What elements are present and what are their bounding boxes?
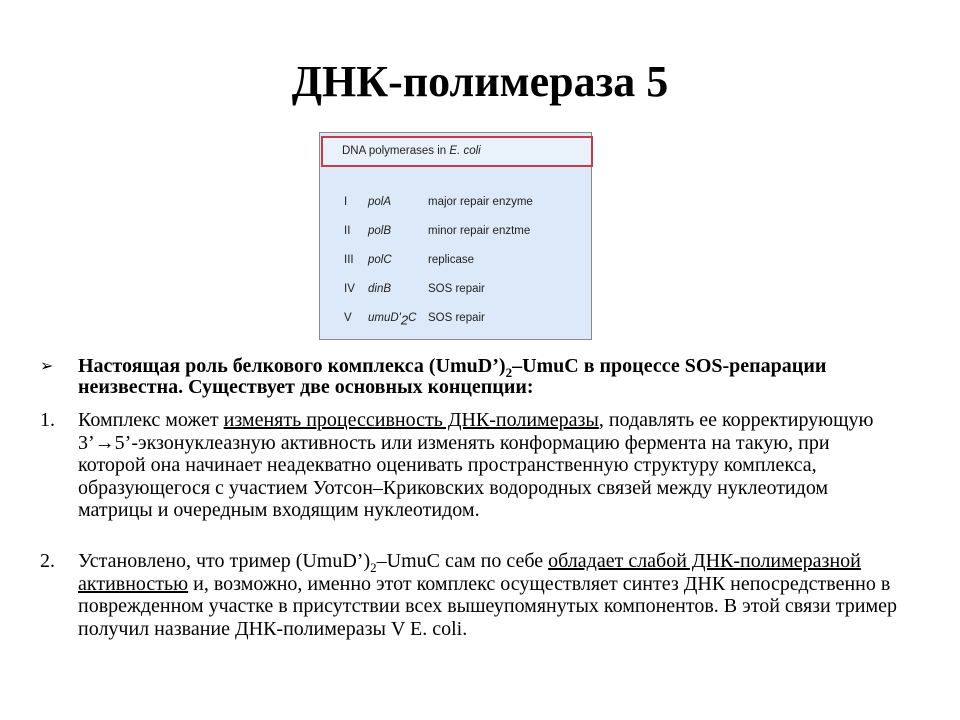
gene-name: polA [368,196,392,208]
underlined-phrase: обладает слабой ДНК-полимеразной активностью [78,550,861,595]
gene-name: dinB [368,283,392,295]
subscript: 2 [370,560,377,575]
text-segment: , подавлять ее корректирующую 3’→5’-экзонуклеазную активность или изменять конформацию фермента на такую, при которой она начинает неадекватно оценивать пространственную структуру комплекса, образующегося с участием Уотсон–Криковских водородных связей между нуклеотидом матрицы и очередным входящим нуклеотидом. [78,409,874,521]
dna-polymerases-figure [319,132,592,340]
polymerase-number: III [344,254,354,266]
polymerase-gene [368,281,391,297]
polymerase-row [320,223,593,239]
polymerase-gene [368,252,392,268]
gene-tail: C [408,312,417,324]
gene-name: polB [368,225,392,237]
gene-name: umuD' [368,312,401,324]
list-item-number: 1. [40,409,55,431]
underlined-phrase: изменять процессивность ДНК-полимеразы [223,409,599,431]
polymerase-row [320,252,593,268]
polymerase-description: major repair enzyme [428,196,533,208]
polymerase-number: I [344,196,348,208]
text-segment: и, возможно, именно этот комплекс осуществляет синтез ДНК непосредственно в поврежденном участке в присутствии всех вышеупомянутых компонентов. В этой связи тример получил название ДНК-полимеразы V E. coli. [78,572,897,640]
figure-header-prefix: DNA polymerases in [342,145,447,157]
slide-title: ДНК-полимераза 5 [291,57,669,106]
list-item-text [78,409,900,522]
polymerase-row [320,281,593,297]
polymerase-gene [368,310,416,326]
polymerase-row [320,194,593,210]
intro-bullet [40,356,900,398]
polymerase-description: replicase [428,254,475,266]
polymerase-description: SOS repair [428,283,485,295]
list-item-text [78,550,900,640]
list-item [40,409,900,522]
gene-subscript: 2 [400,312,409,328]
gene-name: polC [368,254,392,266]
figure-header [321,136,593,167]
text-segment: Установлено, что тример (UmuD’) [78,550,371,572]
polymerase-gene [368,194,391,210]
polymerase-description: minor repair enztme [428,225,531,237]
text-segment: Комплекс может [78,409,224,431]
intro-text [78,356,900,398]
polymerase-gene [368,223,391,239]
arrow-bullet-icon: ➢ [40,358,54,375]
list-item [40,550,900,640]
list-item-number: 2. [40,550,55,572]
intro-text-part1: Настоящая роль белкового комплекса (UmuD’) [78,355,506,377]
polymerase-number: V [344,312,352,324]
intro-text-part2: –UmuC в процессе SOS-репарации неизвестна. Существует две основных концепции: [78,355,827,398]
polymerase-number: IV [344,283,355,295]
figure-header-organism: E. coli [449,145,481,157]
polymerase-row [320,310,593,326]
text-segment: –UmuC сам по себе [376,550,549,572]
intro-subscript: 2 [505,365,513,380]
polymerase-number: II [344,225,351,237]
polymerase-description: SOS repair [428,312,485,324]
